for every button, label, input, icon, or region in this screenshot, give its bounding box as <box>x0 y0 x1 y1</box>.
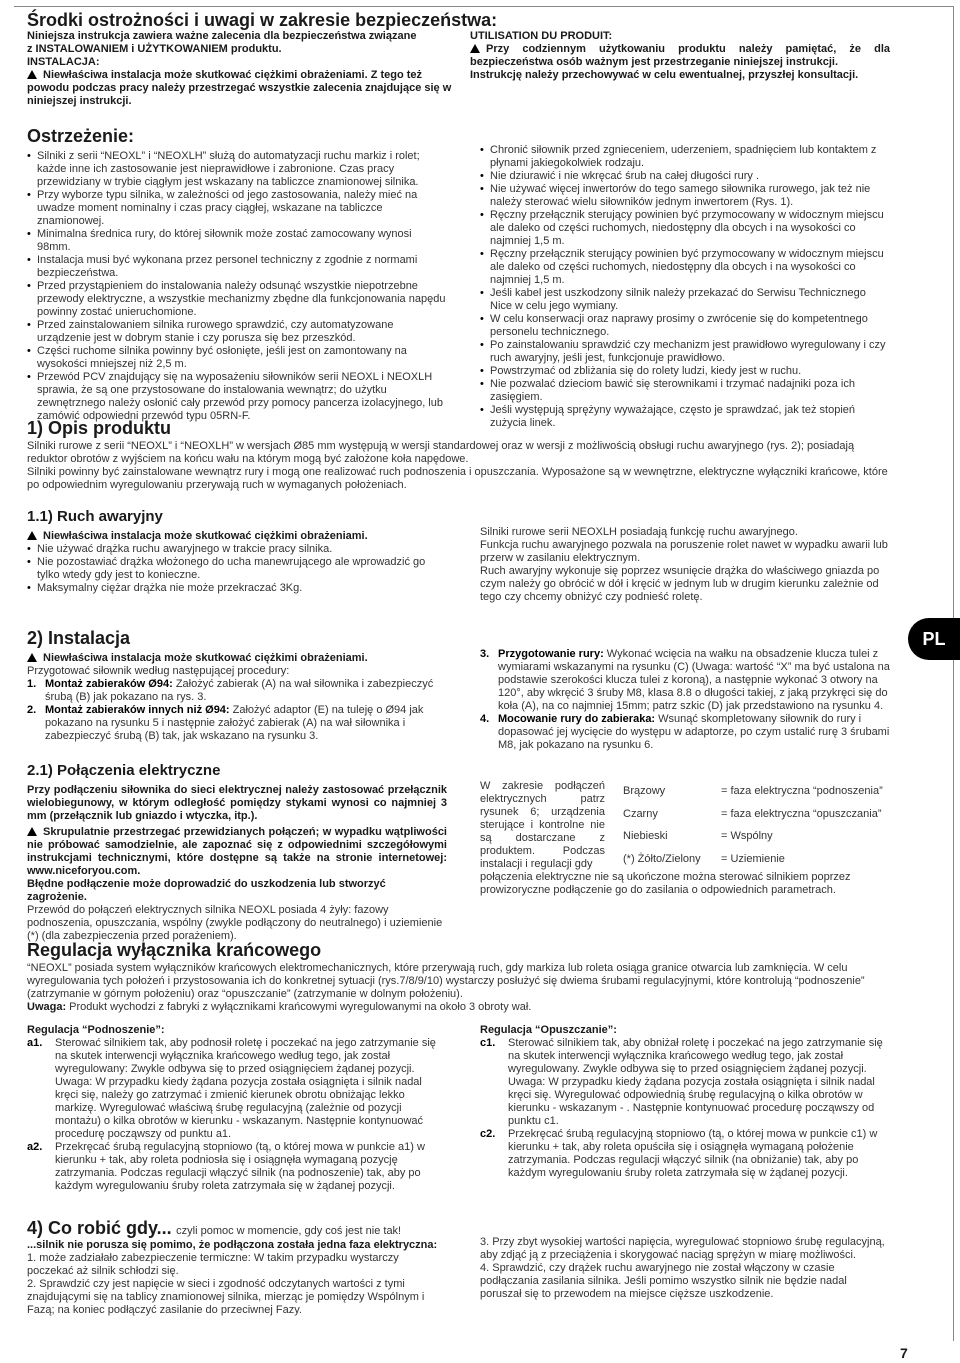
co-robic-question: ...silnik nie porusza się pomimo, że podłączona została jedna faza elektryczna: <box>27 1239 438 1251</box>
ostrzezenie-section <box>27 126 447 423</box>
step-key: a2. <box>27 1141 43 1153</box>
wire-meaning: = Wspólny <box>721 830 773 843</box>
list-item: • Przewód PCV znajdujący się na wyposażeniu siłowników serii NEOXL i NEOXLH sprawia, że są one przystosowane do instalowania wewnątrz; do użytku zewnętrznego należy osłonić cały przewód przy pomocy pancerza izolacyjnego, lub zamówić odpowiedni przewód typu 05RN-F. <box>27 371 447 423</box>
step-body <box>498 713 890 752</box>
polaczenia-bold3: Błędne podłączenie może doprowadzić do uszkodzenia lub stworzyć zagrożenie. <box>27 878 386 903</box>
list-item: • Maksymalny ciężar drążka nie może przekraczać 3Kg. <box>27 582 447 595</box>
step-body <box>45 678 447 704</box>
list-item: • Nie używać więcej inwertorów do tego samego siłownika rurowego, jak też nie należy sterować wielu siłowników jednym inwertorem (Rys. 1). <box>480 183 890 209</box>
regulacja-section <box>27 940 892 1014</box>
wire-color: (*) Żółto/Zielony <box>623 853 701 866</box>
step-number: 4. <box>480 713 490 725</box>
step-text: Przekręcać śrubą regulacyjną stopniowo (tą, o której mowa w punkcie a1) w kierunku + tak, aby roleta podniosła się i osiągnęła wymaganą pozycję zatrzymania. Podczas regulacji włączyć silnik (na podnoszenie) tak, aby po każdym wyregulowaniu śruby roleta zatrzymała się w żądanej pozycji. <box>55 1141 425 1192</box>
wire-row <box>619 803 887 826</box>
polaczenia-bold2: Skrupulatnie przestrzegać przewidzianych połączeń; w wypadku wątpliwości nie próbować samodzielnie, ale zapoznać się z odpowiednimi szczegółowymi instrukcjami technicznymi, które dostępne są także na stronie internetowej: www.niceforyou.com. <box>27 826 447 877</box>
step-heading: Mocowanie rury do zabieraka: <box>498 713 656 725</box>
ruch-warning: Niewłaściwa instalacja może skutkować ciężkimi obrażeniami. <box>27 530 447 543</box>
list-item: • Silniki z serii “NEOXL” i “NEOXLH” służą do automatyzacji ruchu markiz i rolet; każde inne ich zastosowanie jest nieprawidłowe i zabronione. Czas pracy przewidziany w trybie ciągłym jest wskazany na tabliczce znamionowej silnika. <box>27 150 447 189</box>
header-right <box>470 30 890 82</box>
co-robic-title: 4) Co robić gdy... <box>27 1218 172 1238</box>
step-body <box>498 648 890 713</box>
step-text: Sterować silnikiem tak, aby podnosił roletę i poczekać na jego zatrzymanie się na skutek interwencji wyłącznika krańcowego według tego, jak został wyregulowany: Zwykle odbywa się to przed osiągnięciem żądanej pozycji. Uwaga: W przypadku kiedy żądana pozycja została osiągnięta i silnik nadal kręci się, należy go zatrzymać i zmienić kierunek obrotu obniżając lekko markizę. Wyregulować właściwą śrubę regulacyjną (zależnie od pozycji montażu) o kilka obrotów w kierunku - wskazanym. Następnie kontynuować procedurę począwszy od punktu a1. <box>55 1037 436 1140</box>
polaczenia-section <box>27 762 447 943</box>
wire-meaning: = faza elektryczna “opuszczania” <box>721 807 882 820</box>
step-text: Wykonać wcięcia na wałku na obsadzenie klucza tulei z wymiarami wskazanymi na rysunku (C) (Uwaga: wartość “X” ma być ustalona na podstawie szerokości klucza tulei z koroną), a następnie wykonać 3 otwory na 120°, aby wkręcić 3 śruby M8, klasa 8.8 o długości takiej, z jaką przykręci się do koła (A), na co najmniej 15mm; patrz szkic (D) jak przedstawiono na rysunku 4. <box>498 648 890 712</box>
header-left <box>27 30 457 108</box>
page-title: Środki ostrożności i uwagi w zakresie bezpieczeństwa: <box>27 10 498 30</box>
step-text: Założyć adaptor (E) na tuleję o Ø94 jak pokazano na rysunku 5 i następnie założyć zabierak (A) na wał siłownika i zabezpieczyć śrubą (B) tak, jak wskazano na rysunku 3. <box>45 704 424 742</box>
step-heading: Montaż zabieraków Ø94: <box>45 678 173 690</box>
wire-meaning: = Uziemienie <box>721 853 785 866</box>
list-item: • Jeśli występują sprężyny wyważające, często je sprawdzać, jak też stopień zużycia linek. <box>480 404 890 430</box>
co-robic-left-list <box>27 1252 447 1317</box>
list-item: • Przed przystąpieniem do instalowania należy odsunąć wszystkie niepotrzebne przewody elektryczne, a wszystkie mechanizmy zbędne dla funkcjonowania napędu powinny zostać unieruchomione. <box>27 280 447 319</box>
ruch-right-p1: Silniki rurowe serii NEOXLH posiadają funkcję ruchu awaryjnego. <box>480 526 798 538</box>
warning-icon <box>27 531 37 540</box>
numbered-step <box>27 678 447 704</box>
regulacja-p1: “NEOXL” posiada system wyłączników krańcowych elektromechanicznych, które przerywają ruch, gdy markiza lub roleta osiąga granice otwarcia lub zamknięcia. W celu wyregulowania tych położeń i przystosowania ich do konkretnej sytuacji (rys.7/8/9/10) wystarczy posłużyć się dwiema śrubami regulacyjnymi, które kontrolują “podnoszenie” (zatrzymanie w górnym położeniu) oraz “opuszczanie” (zatrzymanie w dolnym położeniu). <box>27 962 865 1000</box>
warning-icon <box>470 44 480 53</box>
ruch-list <box>27 543 447 595</box>
language-tab: PL <box>908 618 960 660</box>
list-item: • Chronić siłownik przed zgnieceniem, uderzeniem, spadnięciem lub kontaktem z płynami jakiegokolwiek rodzaju. <box>480 144 890 170</box>
step-text: Przekręcać śrubą regulacyjną stopniowo (tą, o której mowa w punkcie c1) w kierunku + tak, aby roleta opuściła się i osiągnęła wymaganą położenie zatrzymania. Podczas regulacji włączyć silnik (na obniżanie) tak, aby po każdym wyregulowaniu śruby roleta zatrzymała się w żądanej pozycji. <box>508 1128 878 1179</box>
ostrzezenie-title: Ostrzeżenie: <box>27 126 135 146</box>
list-item: 1. może zadziałało zabezpieczenie termiczne: W takim przypadku wystarczy poczekać aż silnik schłodzi się. <box>27 1252 399 1277</box>
page-number: 7 <box>900 1345 908 1361</box>
co-robic-right-list <box>480 1236 890 1301</box>
list-item: • Części ruchome silnika powinny być osłonięte, jeśli jest on zamontowany na wysokości mniejszej niż 2,5 m. <box>27 345 447 371</box>
step-number: 3. <box>480 648 490 660</box>
intro-line-1: Niniejsza instrukcja zawiera ważne zalecenia dla bezpieczeństwa związane <box>27 30 417 42</box>
regulation-step <box>27 1037 447 1141</box>
opis-title: 1) Opis produktu <box>27 418 171 438</box>
wire-row <box>619 780 887 803</box>
utilisation-warning: Przy codziennym użytkowaniu produktu należy pamiętać, że dla bezpieczeństwa osób ważnym jest przestrzeganie niniejszej instrukcji. <box>470 43 890 68</box>
polaczenia-right-tail: połączenia elektryczne nie są ukończone można sterować silnikiem poprzez prowizoryczne podłączenie go do zasilania o odpowiednich parametrach. <box>480 871 851 896</box>
polaczenia-bold1: Przy podłączeniu siłownika do sieci elektrycznej należy zastosować przełącznik wielobiegunowy, w którym odległość pomiędzy stykami wynosi co najmniej 3 mm (przełącznik lub gniazdo i wtyczka, itp.). <box>27 784 447 822</box>
list-item: • Minimalna średnica rury, do której siłownik może zostać zamocowany wynosi 98mm. <box>27 228 447 254</box>
list-item: • Nie używać drążka ruchu awaryjnego w trakcie pracy silnika. <box>27 543 447 556</box>
page-frame-right <box>953 6 954 1341</box>
regulacja-up-title: Regulacja “Podnoszenie”: <box>27 1024 165 1036</box>
step-key: c2. <box>480 1128 496 1140</box>
step-text: Założyć zabierak (A) na wał siłownika i zabezpieczyć śrubą (B) jak pokazano na rys. 3. <box>45 678 434 703</box>
wire-row <box>619 848 887 871</box>
step-heading: Przygotowanie rury: <box>498 648 604 660</box>
list-item: • Jeśli kabel jest uszkodzony silnik należy przekazać do Serwisu Technicznego Nice w celu jego wymiany. <box>480 287 890 313</box>
numbered-step <box>480 713 890 752</box>
ruch-right <box>480 526 890 604</box>
opis-section <box>27 418 892 492</box>
step-body <box>45 704 447 743</box>
wire-meaning: = faza elektryczna “podnoszenia” <box>721 784 883 797</box>
regulation-step <box>480 1128 890 1180</box>
regulacja-title: Regulacja wyłącznika krańcowego <box>27 940 322 960</box>
ruch-title: 1.1) Ruch awaryjny <box>27 508 163 525</box>
list-item: • Nie dziurawić i nie wkręcać śrub na całej długości rury . <box>480 170 890 183</box>
opis-p2: Silniki powinny być zainstalowane wewnątrz rury i mogą one realizować ruch podnoszenia i opuszczania. Wyposażone są w wewnętrzne, elektryczne wyłączniki krańcowe, które po odpowiednim wyregulowaniu przerywają ruch w wymaganych położeniach. <box>27 466 888 491</box>
co-robic-section <box>27 1218 447 1317</box>
safety-header <box>27 10 892 30</box>
list-item: • Instalacja musi być wykonana przez personel techniczny z zgodnie z normami bezpieczeństwa. <box>27 254 447 280</box>
page-frame-top <box>14 6 954 7</box>
wire-color: Czarny <box>623 807 658 820</box>
ruch-right-p2: Funkcja ruchu awaryjnego pozwala na poruszenie rolet nawet w wypadku awarii lub przerw w zasilaniu elektrycznym. <box>480 539 888 564</box>
step-text: Wsunąć skompletowany siłownik do rury i dopasować jej wycięcie do występu w adaptorze, po czym ustalić rurę 3 śrubami M8, jak pokazano na rysunku 6. <box>498 713 890 751</box>
list-item: • Nie pozwalać dzieciom bawić się sterownikami i trzymać nadajniki poza ich zasięgiem. <box>480 378 890 404</box>
wire-color-table <box>619 780 887 871</box>
list-item: • W celu konserwacji oraz naprawy prosimy o zwrócenie się do kompetentnego personelu technicznego. <box>480 313 890 339</box>
regulation-step <box>480 1037 890 1128</box>
installation-warning: Niewłaściwa instalacja może skutkować ciężkimi obrażeniami. Z tego też powodu podczas pracy należy przestrzegać wszystkie zalecenia znajdujące się w niniejszej instrukcji. <box>27 69 452 107</box>
list-item: • Nie pozostawiać drążka włożonego do ucha manewrującego ale wprowadzić go tylko wtedy gdy jest to konieczne. <box>27 556 447 582</box>
polaczenia-right <box>480 780 890 897</box>
list-item: • Powstrzymać od zbliżania się do rolety ludzi, kiedy jest w ruchu. <box>480 365 890 378</box>
step-heading: Montaż zabieraków innych niż Ø94: <box>45 704 230 716</box>
regulacja-uwaga: Uwaga: Produkt wychodzi z fabryki z wyłącznikami krańcowymi wyregulowanymi na około 3 obroty wał. <box>27 1001 532 1013</box>
list-item: • Przed zainstalowaniem silnika rurowego sprawdzić, czy automatyzowane urządzenie jest w dobrym stanie i czy porusza się bez przeszkód. <box>27 319 447 345</box>
step-key: c1. <box>480 1037 496 1049</box>
opis-p1: Silniki rurowe z serii “NEOXL” i “NEOXLH” w wersjach Ø85 mm występują w wersji standardowej oraz w wersji z możliwością obsługi ruchu awaryjnego (rys. 2); posiadają reduktor obrotów z wyjściem na końcu wału na którym mogą być założone koła napędowe. <box>27 440 855 465</box>
utilisation-text: Instrukcję należy przechowywać w celu ewentualnej, przyszłej konsultacji. <box>470 69 859 81</box>
instalacja-label: INSTALACJA: <box>27 56 100 68</box>
numbered-step <box>480 648 890 713</box>
list-item: • Ręczny przełącznik sterujący powinien być przymocowany w widocznym miejscu ale daleko od części ruchomych, niedostępny dla obcych i na wysokości co najmniej 1,5 m. <box>480 248 890 287</box>
instalacja-warning: Niewłaściwa instalacja może skutkować ciężkimi obrażeniami. <box>27 652 447 665</box>
ruch-right-p3: Ruch awaryjny wykonuje się poprzez wsunięcie drążka do właściwego gniazda po czym należy go obrócić w dół i kręcić w jednym lub w drugim kierunku zależnie od tego czy chcemy obniżyć czy podnieść roletę. <box>480 565 880 603</box>
step-text: Sterować silnikiem tak, aby obniżał roletę i poczekać na jego zatrzymanie się na skutek interwencji wyłącznika krańcowego według tego, jak został wyregulowany. Zwykle odbywa się to przed osiągnięciem żądanej pozycji. Uwaga: W przypadku kiedy żądana pozycja została osiągnięta i silnik nadal kręci się. Wyregulować odpowiednią śrubę regulacyjną o kilka obrotów w kierunku - wskazanym - . Następnie kontynuować procedurę począwszy od punktu c1. <box>508 1037 883 1127</box>
regulacja-down-list <box>480 1037 890 1180</box>
polaczenia-right-intro: W zakresie podłączeń elektrycznych patrz rysunek 6; urządzenia sterujące i kontrolne nie są dostarczane z produktem. Podczas instalacji i regulacji gdy <box>480 780 605 870</box>
polaczenia-title: 2.1) Połączenia elektryczne <box>27 762 221 779</box>
instalacja-title: 2) Instalacja <box>27 628 131 648</box>
warning-icon <box>27 827 37 836</box>
ruch-section <box>27 508 447 595</box>
ostrzezenie-left-list <box>27 150 447 423</box>
warning-icon <box>27 70 37 79</box>
regulacja-down-title: Regulacja “Opuszczanie”: <box>480 1024 617 1036</box>
list-item: 3. Przy zbyt wysokiej wartości napięcia, wyregulować stopniowo śrubę regulacyjną, aby zdjąć ją z przeciążenia i skorygować naciąg sprężyn w miarę możliwości. <box>480 1236 885 1261</box>
intro-line-2: z INSTALOWANIEM i UŻYTKOWANIEM produktu. <box>27 43 282 55</box>
wire-color: Niebieski <box>623 830 668 843</box>
polaczenia-p1: Przewód do połączeń elektrycznych silnika NEOXL posiada 4 żyły: fazowy podnoszenia, opuszczania, wspólny (zwykle podłączony do neutralnego) i uziemienie (*) (dla zabezpieczenia przed porażeniem). <box>27 904 443 942</box>
warning-icon <box>27 653 37 662</box>
regulacja-down <box>480 1024 890 1180</box>
regulacja-up <box>27 1024 447 1193</box>
step-key: a1. <box>27 1037 43 1049</box>
wire-color: Brązowy <box>623 784 666 797</box>
instalacja-steps-right <box>480 648 890 752</box>
step-number: 1. <box>27 678 37 690</box>
list-item: 4. Sprawdzić, czy drążek ruchu awaryjnego nie został włączony w czasie podłączania zasilania silnika. Jeśli pomimo wszystko silnik nie będzie nadal poruszał się to przewodem na miejsce cięższe uszkodzenie. <box>480 1262 847 1300</box>
numbered-step <box>27 704 447 743</box>
wire-row <box>619 826 887 849</box>
co-robic-right <box>480 1236 890 1301</box>
regulation-step <box>27 1141 447 1193</box>
list-item: • Przy wyborze typu silnika, w zależności od jego zastosowania, należy mieć na uwadze moment nominalny i czas pracy ciągłej, wskazane na tabliczce znamionowej. <box>27 189 447 228</box>
ostrzezenie-right <box>480 144 890 430</box>
utilisation-label: UTILISATION DU PRODUIT: <box>470 30 613 42</box>
instalacja-right <box>480 648 890 752</box>
instalacja-steps-left <box>27 678 447 743</box>
list-item: 2. Sprawdzić czy jest napięcie w sieci i zgodność odczytanych wartości z tymi znajdującymi się na tablicy znamionowej silnika, mierząc je pomiędzy Wspólnym i Fazą; na koniec podłączyć zasilanie do przeciwnej Fazy. <box>27 1278 425 1316</box>
step-number: 2. <box>27 704 37 716</box>
regulacja-up-list <box>27 1037 447 1193</box>
list-item: • Ręczny przełącznik sterujący powinien być przymocowany w widocznym miejscu ale daleko od części ruchomych, niedostępny dla obcych i na wysokości co najmniej 1,5 m. <box>480 209 890 248</box>
instalacja-intro: Przygotować siłownik według następującej procedury: <box>27 665 290 677</box>
instalacja-section <box>27 628 447 743</box>
co-robic-subtitle: czyli pomoc w momencie, gdy coś jest nie tak! <box>176 1225 402 1237</box>
list-item: • Po zainstalowaniu sprawdzić czy mechanizm jest prawidłowo wyregulowany i czy ruch awaryjny, jeśli jest, funkcjonuje prawidłowo. <box>480 339 890 365</box>
ostrzezenie-right-list <box>480 144 890 430</box>
